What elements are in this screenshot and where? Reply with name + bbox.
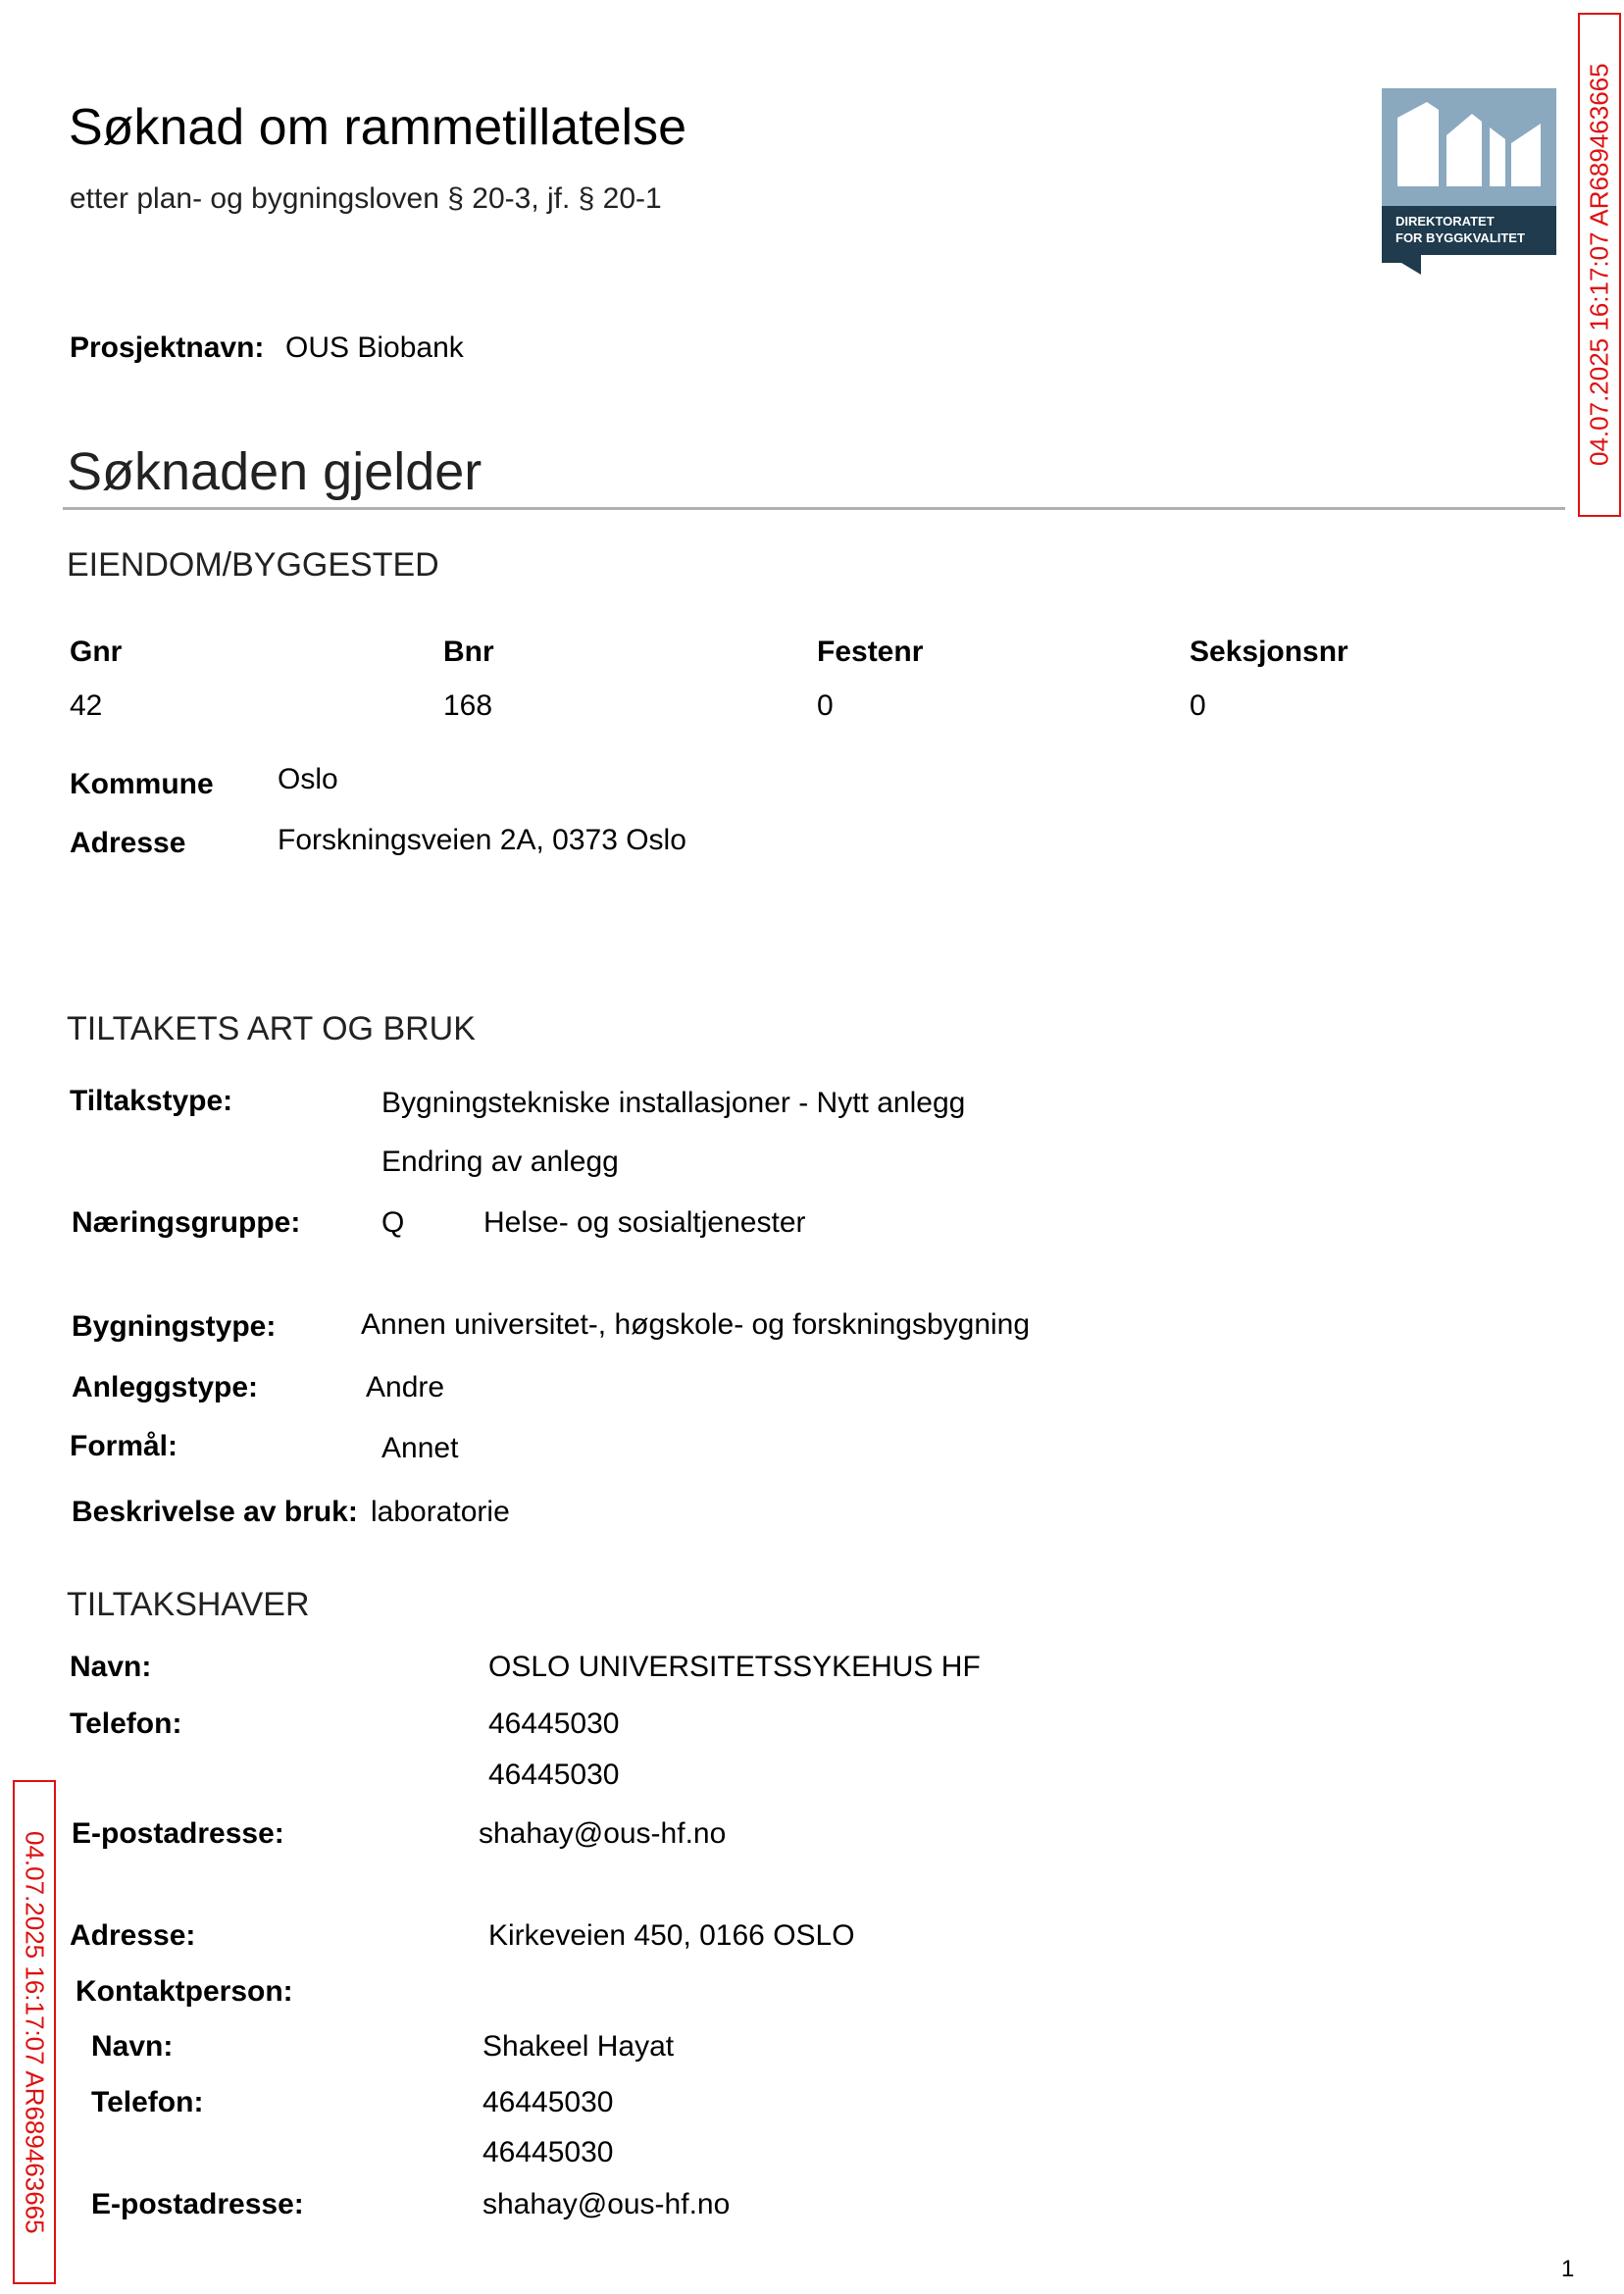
tiltakshaver-epost-label: E-postadresse: <box>72 1817 284 1850</box>
kommune-label: Kommune <box>70 768 214 800</box>
tiltakshaver-telefon-value-1: 46445030 <box>488 1708 620 1740</box>
tiltak-heading: TILTAKETS ART OG BRUK <box>67 1010 476 1047</box>
bnr-value: 168 <box>443 689 493 722</box>
document-title: Søknad om rammetillatelse <box>69 99 686 156</box>
kontakt-telefon-value-2: 46445030 <box>482 2136 614 2168</box>
gnr-label: Gnr <box>70 636 123 668</box>
document-subtitle: etter plan- og bygningsloven § 20-3, jf. § 20-1 <box>70 182 662 215</box>
bygningstype-value: Annen universitet-, høgskole- og forskningsbygning <box>361 1308 1031 1341</box>
section-title: Søknaden gjelder <box>67 442 482 501</box>
kontaktperson-label: Kontaktperson: <box>76 1975 293 2008</box>
kontakt-telefon-value-1: 46445030 <box>482 2086 614 2118</box>
timestamp-stamp-right: 04.07.2025 16:17:07 AR689463665 <box>1578 13 1621 517</box>
festenr-label: Festenr <box>817 636 924 668</box>
logo-text-line2: FOR BYGGKVALITET <box>1396 230 1525 245</box>
project-value: OUS Biobank <box>285 331 464 364</box>
anleggstype-label: Anleggstype: <box>72 1371 259 1403</box>
kommune-value: Oslo <box>278 763 338 795</box>
project-label: Prosjektnavn: <box>70 331 265 364</box>
tiltakshaver-heading: TILTAKSHAVER <box>67 1586 310 1623</box>
logo-text-line1: DIREKTORATET <box>1396 214 1495 229</box>
section-divider <box>63 507 1565 510</box>
festenr-value: 0 <box>817 689 834 722</box>
tiltakshaver-navn-value: OSLO UNIVERSITETSSYKEHUS HF <box>488 1651 981 1683</box>
tiltakshaver-epost-value: shahay@ous-hf.no <box>479 1817 727 1850</box>
tiltakshaver-adresse-label: Adresse: <box>70 1919 196 1952</box>
beskrivelse-label: Beskrivelse av bruk: <box>72 1496 358 1528</box>
kontakt-navn-value: Shakeel Hayat <box>482 2030 675 2063</box>
seksjonsnr-value: 0 <box>1190 689 1206 722</box>
tiltakstype-value-1: Bygningstekniske installasjoner - Nytt anlegg <box>381 1087 966 1119</box>
tiltakshaver-telefon-value-2: 46445030 <box>488 1759 620 1791</box>
page-number: 1 <box>1561 2256 1575 2282</box>
seksjonsnr-label: Seksjonsnr <box>1190 636 1348 668</box>
kontakt-navn-label: Navn: <box>91 2030 174 2063</box>
kontakt-epost-label: E-postadresse: <box>91 2188 304 2220</box>
eiendom-heading: EIENDOM/BYGGESTED <box>67 546 439 584</box>
timestamp-stamp-left: 04.07.2025 16:17:07 AR689463665 <box>13 1780 56 2284</box>
gnr-value: 42 <box>70 689 103 722</box>
naeringsgruppe-value: Helse- og sosialtjenester <box>483 1206 806 1239</box>
kontakt-telefon-label: Telefon: <box>91 2086 204 2118</box>
tiltakstype-label: Tiltakstype: <box>70 1085 233 1117</box>
adresse-value: Forskningsveien 2A, 0373 Oslo <box>278 824 686 856</box>
tiltakshaver-adresse-value: Kirkeveien 450, 0166 OSLO <box>488 1919 855 1952</box>
dibk-logo <box>1382 88 1556 275</box>
tiltakshaver-telefon-label: Telefon: <box>70 1708 182 1740</box>
anleggstype-value: Andre <box>366 1371 445 1403</box>
bygningstype-label: Bygningstype: <box>72 1310 277 1343</box>
naeringsgruppe-label: Næringsgruppe: <box>72 1206 301 1239</box>
formal-label: Formål: <box>70 1430 178 1462</box>
tiltakshaver-navn-label: Navn: <box>70 1651 152 1683</box>
formal-value: Annet <box>381 1432 459 1464</box>
adresse-label: Adresse <box>70 827 186 859</box>
tiltakstype-value-2: Endring av anlegg <box>381 1146 619 1178</box>
kontakt-epost-value: shahay@ous-hf.no <box>482 2188 731 2220</box>
naeringsgruppe-code: Q <box>381 1206 405 1239</box>
bnr-label: Bnr <box>443 636 494 668</box>
beskrivelse-value: laboratorie <box>371 1496 510 1528</box>
